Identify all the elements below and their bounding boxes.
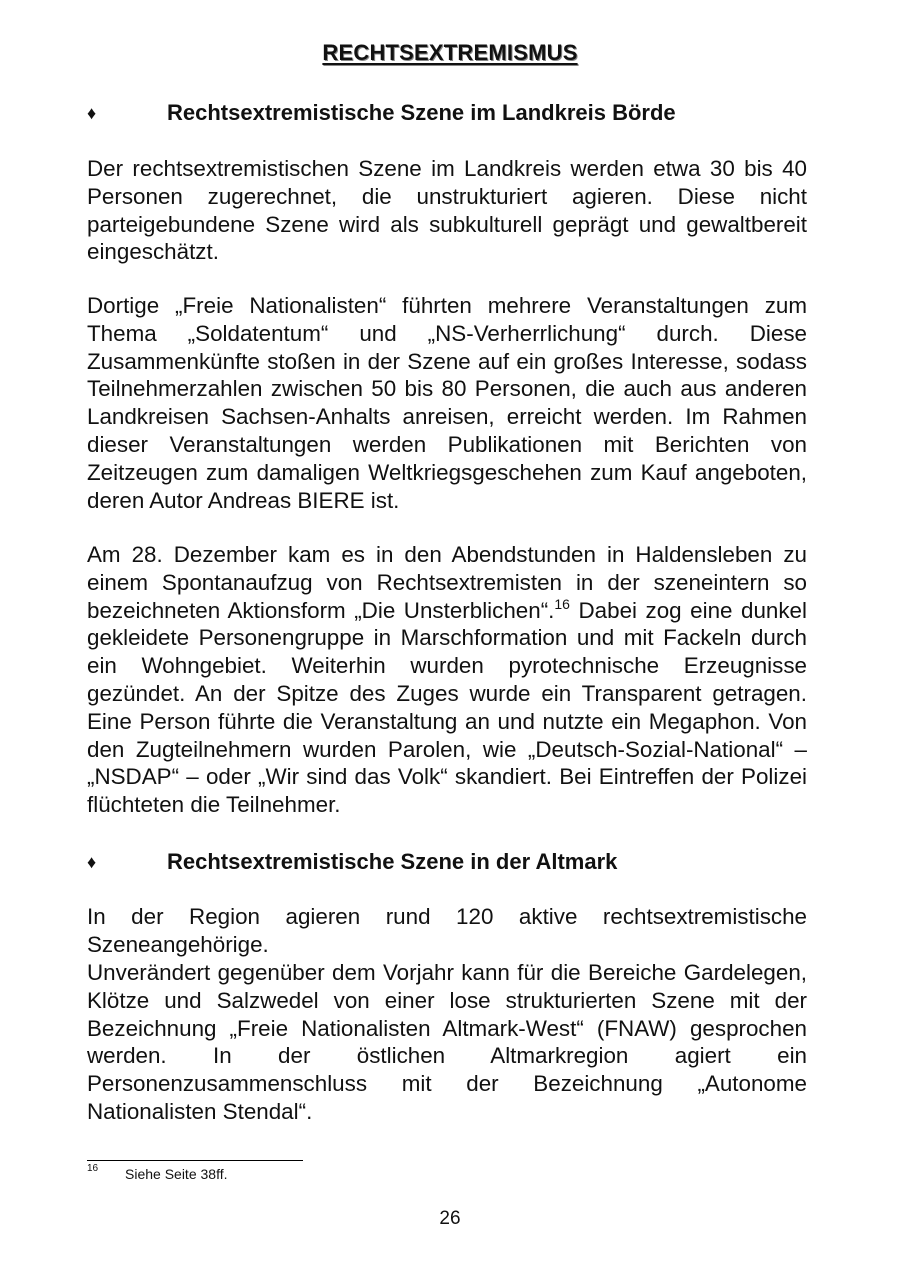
page-title: RECHTSEXTREMISMUS bbox=[322, 40, 578, 65]
paragraph-text: Dabei zog eine dunkel gekleidete Personengruppe in Marschformation und mit Fackeln durch ein Wohngebiet. Weiterhin wurden pyrotechnische Erzeugnisse gezündet. An der Spitze des Zuges wurde ein Transparent getragen. Eine Person führte die Veranstaltung an und nutzte ein Megaphon. Von den Zugteilnehmern wurden Parolen, wie „Deutsch-Sozial-National“ – „NSDAP“ – oder „Wir sind das Volk“ skandiert. Bei Eintreffen der Polizei flüchteten die Teilnehmer. bbox=[87, 597, 807, 818]
diamond-bullet-icon: ♦ bbox=[87, 103, 97, 123]
paragraph-text: Am 28. Dezember kam es in den Abendstunden in Haldensleben zu einem Spontanaufzug von Rechtsextremisten in der szeneintern so bezeichneten Aktionsform „Die Unsterblichen“. bbox=[87, 542, 807, 623]
paragraph: Der rechtsextremistischen Szene im Landkreis werden etwa 30 bis 40 Personen zugerechnet, die unstrukturiert agieren. Diese nicht parteigebundene Szene wird als subkulturell geprägt und gewaltbereit eingeschätzt. bbox=[87, 156, 807, 265]
diamond-bullet-icon: ♦ bbox=[87, 852, 97, 872]
paragraph-with-footnote bbox=[87, 541, 807, 819]
paragraph: Unverändert gegenüber dem Vorjahr kann für die Bereiche Gardelegen, Klötze und Salzwedel von einer lose strukturierten Szene mit der Bezeichnung „Freie Nationalisten Altmark-West“ (FNAW) gesprochen werden. In der östlichen Altmarkregion agiert ein Personenzusammenschluss mit der Bezeichnung „Autonome Nationalisten Stendal“. bbox=[87, 960, 807, 1124]
footnote-reference[interactable]: 16 bbox=[554, 595, 570, 612]
section-heading-text: Rechtsextremistische Szene in der Altmark bbox=[167, 849, 618, 874]
paragraph: In der Region agieren rund 120 aktive rechtsextremistische Szeneangehörige. bbox=[87, 904, 807, 957]
section-heading-text: Rechtsextremistische Szene im Landkreis Börde bbox=[167, 100, 676, 125]
footnote-text: Siehe Seite 38ff. bbox=[125, 1166, 228, 1182]
footnote-divider bbox=[87, 1160, 303, 1161]
footnote-number: 16 bbox=[87, 1163, 99, 1174]
page-number: 26 bbox=[439, 1208, 461, 1229]
paragraph: Dortige „Freie Nationalisten“ führten mehrere Veranstaltungen zum Thema „Soldatentum“ und „NS-Verherrlichung“ durch. Diese Zusammenkünfte stoßen in der Szene auf ein großes Interesse, sodass Teilnehmerzahlen zwischen 50 bis 80 Personen, die auch aus anderen Landkreisen Sachsen-Anhalts anreisen, erreicht werden. Im Rahmen dieser Veranstaltungen werden Publikationen mit Berichten von Zeitzeugen zum damaligen Weltkriegsgeschehen zum Kauf angeboten, deren Autor Andreas BIERE ist. bbox=[87, 293, 807, 513]
